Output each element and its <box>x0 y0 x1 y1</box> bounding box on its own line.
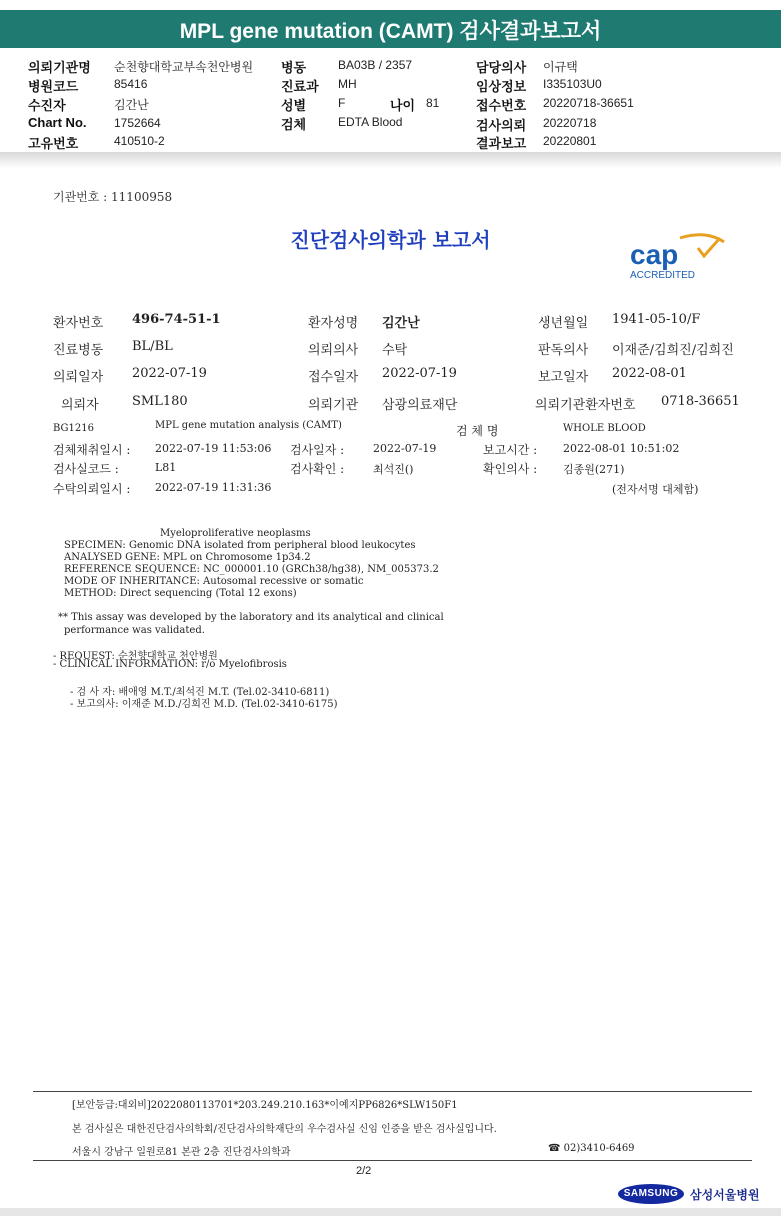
header-value: 이규택 <box>543 60 578 74</box>
header-value: 순천향대학교부속천안병원 <box>114 60 254 74</box>
body-line: performance was validated. <box>64 625 205 636</box>
body-line: MODE OF INHERITANCE: Autosomal recessive or somatic <box>64 576 364 587</box>
field-label: 생년월일 <box>538 316 589 331</box>
header-value: 410510-2 <box>114 134 165 148</box>
header-label: 고유번호 <box>28 136 79 151</box>
phone-number: ☎ 02)3410-6469 <box>548 1143 635 1154</box>
field-label: 환자성명 <box>308 316 359 331</box>
cap-accredited-logo <box>620 232 732 282</box>
field-value: 496-74-51-1 <box>132 312 221 327</box>
field-label: 보고일자 <box>538 370 589 385</box>
test-code: BG1216 <box>53 423 94 434</box>
field-value: 김간난 <box>382 316 420 331</box>
body-line: - REQUEST: 순천향대학교 천안병원 <box>53 651 218 662</box>
body-line: Myeloproliferative neoplasms <box>160 528 311 539</box>
body-line: METHOD: Direct sequencing (Total 12 exons) <box>64 588 297 599</box>
field-label: 접수일자 <box>308 370 359 385</box>
collect-value: 2022-07-19 11:53:06 <box>155 442 272 455</box>
header-value: EDTA Blood <box>338 115 403 129</box>
field-value: 2022-07-19 <box>132 366 207 381</box>
body-line: SPECIMEN: Genomic DNA isolated from peripheral blood leukocytes <box>64 540 416 551</box>
header-label: 임상정보 <box>476 79 527 94</box>
header-value: F <box>338 96 346 110</box>
header-label: 의뢰기관명 <box>28 60 91 75</box>
header-label: 병원코드 <box>28 79 79 94</box>
field-value: 이재준/김희진/김희진 <box>612 343 734 358</box>
body-line: ANALYSED GENE: MPL on Chromosome 1p34.2 <box>64 552 311 563</box>
header-value: I335103U0 <box>543 77 602 91</box>
header-label: 수진자 <box>28 98 66 113</box>
field-label: 의뢰기관환자번호 <box>535 398 636 413</box>
footer-divider <box>33 1160 752 1161</box>
field-value: BL/BL <box>132 339 173 354</box>
header-value: BA03B / 2357 <box>338 58 413 72</box>
page-title: MPL gene mutation (CAMT) 검사결과보고서 <box>179 20 602 43</box>
report-title: 진단검사의학과 보고서 <box>290 228 491 252</box>
institution-number: 기관번호 : 11100958 <box>53 190 173 204</box>
body-line: - 검 사 자: 배애영 M.T./최석진 M.T. (Tel.02-3410-6811) <box>70 687 330 698</box>
header-label: 검사의뢰 <box>476 118 527 133</box>
body-line: ** This assay was developed by the laboratory and its analytical and clinical <box>58 612 444 623</box>
header-value: 1752664 <box>114 116 161 130</box>
certification-line: 본 검사실은 대한진단검사의학회/진단검사의학재단의 우수검사실 신임 인증을 받은 검사실입니다. <box>72 1124 497 1135</box>
header-value: MH <box>338 77 357 91</box>
room-code-label: 검사실코드 : <box>53 462 119 476</box>
header-value: 85416 <box>114 77 148 91</box>
header-value: 20220801 <box>543 134 597 148</box>
body-line: REFERENCE SEQUENCE: NC_000001.10 (GRCh38/hg38), NM_005373.2 <box>64 564 439 575</box>
field-value: 2022-07-19 <box>382 366 457 381</box>
header-label: 담당의사 <box>476 60 527 75</box>
header-label: 접수번호 <box>476 98 527 113</box>
body-line: - CLINICAL INFORMATION: r/o Myelofibrosis <box>53 659 287 670</box>
doctor-value: 김종원(271) <box>563 463 625 476</box>
header-label: 검체 <box>281 117 307 132</box>
field-label: 판독의사 <box>538 343 589 358</box>
room-code-value: L81 <box>155 461 177 474</box>
cap-sub-text: ACCREDITED <box>630 270 696 281</box>
header-value: 20220718 <box>543 116 597 130</box>
field-label: 의뢰자 <box>61 398 99 413</box>
specimen-value: WHOLE BLOOD <box>563 423 646 434</box>
hospital-name: 삼성서울병원 <box>690 1188 760 1202</box>
body-line: - 보고의사: 이재준 M.D./김희진 M.D. (Tel.02-3410-6175) <box>70 699 338 710</box>
address-line: 서울시 강남구 일원로81 본관 2층 진단검사의학과 <box>72 1147 291 1158</box>
field-label: 환자번호 <box>53 316 104 331</box>
field-value: 2022-08-01 <box>612 366 687 381</box>
samsung-logo: SAMSUNG <box>618 1184 684 1204</box>
test-date-value: 2022-07-19 <box>373 442 437 455</box>
collect-label: 검체채취일시 : <box>53 443 131 457</box>
header-label: Chart No. <box>28 115 87 130</box>
field-value: 삼광의료재단 <box>382 398 458 413</box>
request-time-label: 수탁의뢰일시 : <box>53 482 131 496</box>
header-value: 20220718-36651 <box>543 96 634 110</box>
header-label: 나이 <box>390 98 416 113</box>
field-value: SML180 <box>132 394 188 409</box>
confirm-value: 최석진() <box>373 463 414 476</box>
header-label: 진료과 <box>281 79 319 94</box>
header-value: 81 <box>426 96 440 110</box>
bottom-bar <box>0 1208 781 1216</box>
field-value: 수탁 <box>382 343 408 358</box>
security-line: [보안등급:대외비]2022080113701*203.249.210.163*이예지PP6826*SLW150F1 <box>72 1100 458 1111</box>
test-name: MPL gene mutation analysis (CAMT) <box>155 420 342 431</box>
field-label: 의뢰일자 <box>53 370 104 385</box>
header-divider <box>0 152 781 168</box>
header-value: 김간난 <box>114 98 149 112</box>
report-time-label: 보고시간 : <box>483 443 538 457</box>
confirm-label: 검사확인 : <box>290 462 345 476</box>
footer-divider <box>33 1091 752 1092</box>
header-label: 병동 <box>281 60 307 75</box>
report-time-value: 2022-08-01 10:51:02 <box>563 442 680 455</box>
specimen-label: 검 체 명 <box>456 424 499 438</box>
field-value: 0718-36651 <box>661 394 740 409</box>
test-date-label: 검사일자 : <box>290 443 345 457</box>
request-time-value: 2022-07-19 11:31:36 <box>155 481 272 494</box>
cap-main-text: cap <box>630 239 679 270</box>
field-value: 1941-05-10/F <box>612 312 701 327</box>
field-label: 의뢰의사 <box>308 343 359 358</box>
header-label: 결과보고 <box>476 136 527 151</box>
doctor-label: 확인의사 : <box>483 462 538 476</box>
field-label: 진료병동 <box>53 343 104 358</box>
page-number: 2/2 <box>356 1165 372 1177</box>
header-label: 성별 <box>281 98 307 113</box>
esign-note: (전자서명 대체함) <box>612 483 699 496</box>
field-label: 의뢰기관 <box>308 398 359 413</box>
